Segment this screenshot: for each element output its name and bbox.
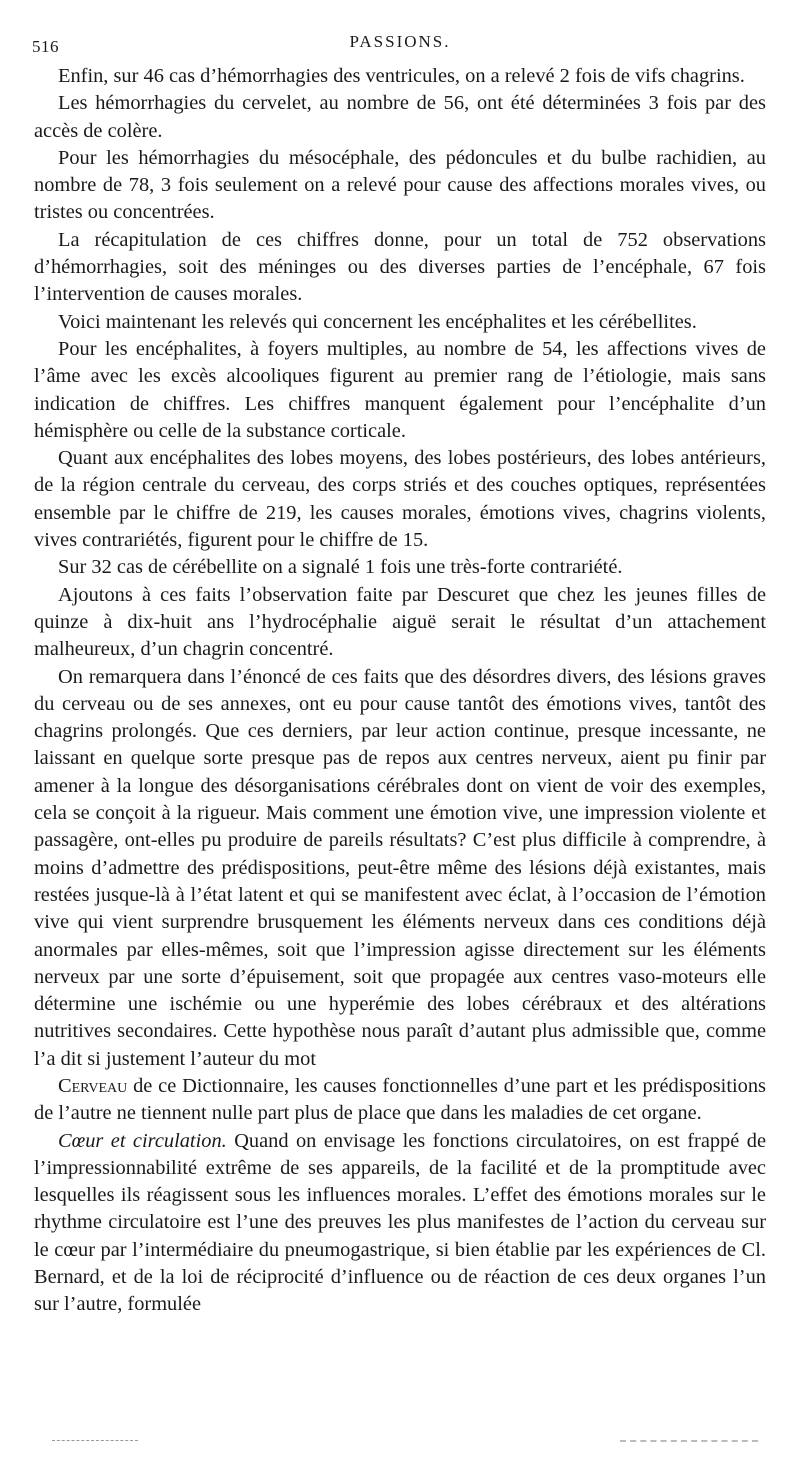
page-number: 516 (32, 37, 59, 56)
paragraph: Les hémorrhagies du cervelet, au nombre de 56, ont été déterminées 3 fois par des accès de colère. (34, 92, 766, 142)
paragraph: La récapitulation de ces chiffres donne, pour un total de 752 observations d’hémorrhagies, soit des méninges ou des diverses parties de l’encéphale, 67 fois l’intervention de causes morales. (34, 228, 766, 306)
body-text (34, 63, 766, 1319)
dictionary-entry-reference: Cerveau (58, 1074, 128, 1097)
footer-dashed-rule-right (620, 1440, 758, 1442)
paragraph: Quant aux encéphalites des lobes moyens, des lobes postérieurs, des lobes antérieurs, de la région centrale du cerveau, des corps striés et des couches optiques, représentées ensemble par le chiffre de 219, les causes morales, émotions vives, chagrins violents, vives contrariétés, figurent pour le chiffre de 15. (34, 447, 766, 552)
paragraph: On remarquera dans l’énoncé de ces faits que des désordres divers, des lésions graves du cerveau ou de ses annexes, ont eu pour cause tantôt des émotions vives, tantôt des chagrins prolongés. Que ces derniers, par leur action continue, presque incessante, ne laissant en quelque sorte presque pas de repos aux centres nerveux, aient pu finir par amener à la longue des désorganisations cérébrales dont on vient de voir des exemples, cela se conçoit à la rigueur. Mais comment une émotion vive, une impression violente et passagère, ont-elles pu produire de pareils résultats? C’est plus difficile à comprendre, à moins d’admettre des prédispositions, peut-être même des lésions déjà existantes, mais restées jusque-là à l’état latent et qui se manifestent avec éclat, à l’occasion de l’émotion vive qui vient surprendre brusquement les éléments nerveux dans ces conditions déjà anormales par elles-mêmes, soit que l’impression agisse directement sur les éléments nerveux par une sorte d’épuisement, soit que propagée aux centres vaso-moteurs elle détermine une ischémie ou une hyperémie des lobes cérébraux et des altérations nutritives secondaires. Cette hypothèse nous paraît d’autant plus admissible que, comme l’a dit si justement l’auteur du mot (34, 665, 766, 1070)
section-paragraph (34, 1128, 766, 1319)
paragraph: Enfin, sur 46 cas d’hémorrhagies des ventricules, on a relevé 2 fois de vifs chagrins. (58, 65, 745, 87)
paragraph: Ajoutons à ces faits l’observation faite par Descuret que chez les jeunes filles de quinze à dix-huit ans l’hydrocéphalie aiguë serait le résultat d’un attachement malheureux, d’un chagrin concentré. (34, 583, 766, 661)
paragraph: Pour les hémorrhagies du mésocéphale, des pédoncules et du bulbe rachidien, au nombre de 78, 3 fois seulement on a relevé pour cause des affections morales vives, ou tristes ou concentrées. (34, 146, 766, 224)
paragraph: Pour les encéphalites, à foyers multiples, au nombre de 54, les affections vives de l’âme avec les excès alcooliques figurent au premier rang de l’étiologie, mais sans indication de chiffres. Les chiffres manquent également pour l’encéphalite d’un hémisphère ou celle de la substance corticale. (34, 337, 766, 442)
section-text: Quand on envisage les fonctions circulatoires, on est frappé de l’impressionnabilité extrême de ses appareils, de la facilité et de la promptitude avec lesquelles ils réagissent sous les influences morales. L’effet des émotions morales sur le rhythme circulatoire est l’une des preuves les plus manifestes de l’action du cerveau sur le cœur par l’intermédiaire du pneumogastrique, si bien établie par les expériences de Cl. Bernard, et de la loi de réciprocité d’influence ou de réaction de ces deux organes l’un sur l’autre, formulée (34, 1129, 766, 1316)
section-title: Cœur et circulation. (58, 1129, 227, 1152)
paragraph: Sur 32 cas de cérébellite on a signalé 1 fois une très-forte contrariété. (58, 556, 623, 579)
paragraph: Voici maintenant les relevés qui concernent les encéphalites et les cérébellites. (58, 310, 697, 333)
paragraph-continuation (34, 1073, 766, 1128)
footer-dashed-rule-left (52, 1440, 138, 1441)
running-head: PASSIONS. (349, 32, 451, 51)
paragraph-continuation-text: de ce Dictionnaire, les causes fonctionnelles d’une part et les prédispositions de l’autre ne tiennent nulle part plus de place que dans les maladies de cet organe. (34, 1074, 766, 1125)
